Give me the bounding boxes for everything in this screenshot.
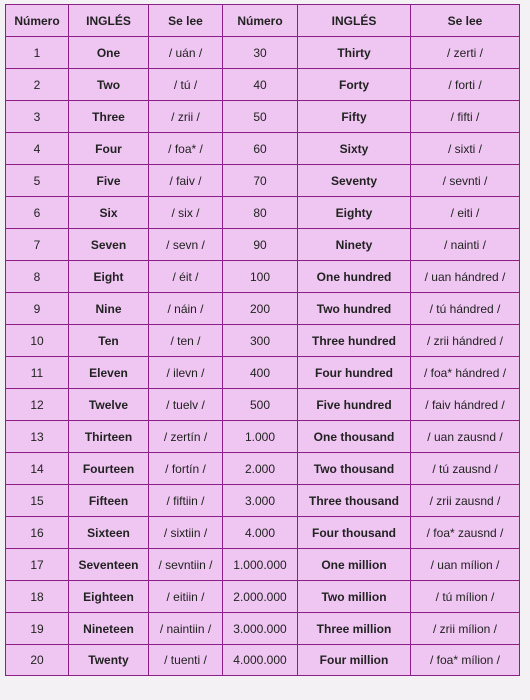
pronunciation-cell: / uan mílion / — [411, 549, 520, 581]
number-cell: 200 — [223, 293, 298, 325]
number-cell: 10 — [6, 325, 69, 357]
english-cell: Eighty — [298, 197, 411, 229]
header-english: INGLÉS — [69, 5, 149, 37]
pronunciation-cell: / tú mílion / — [411, 581, 520, 613]
table-row — [6, 133, 520, 165]
english-cell: One million — [298, 549, 411, 581]
number-cell: 15 — [6, 485, 69, 517]
table-row — [6, 69, 520, 101]
numbers-table — [5, 4, 520, 676]
header-pronunciation: Se lee — [149, 5, 223, 37]
pronunciation-cell: / éit / — [149, 261, 223, 293]
table-row — [6, 197, 520, 229]
english-cell: Two — [69, 69, 149, 101]
table-row — [6, 261, 520, 293]
number-cell: 2.000 — [223, 453, 298, 485]
table-row — [6, 165, 520, 197]
number-cell: 90 — [223, 229, 298, 261]
english-cell: Six — [69, 197, 149, 229]
number-cell: 4.000.000 — [223, 645, 298, 676]
number-cell: 400 — [223, 357, 298, 389]
table-row — [6, 101, 520, 133]
english-cell: One hundred — [298, 261, 411, 293]
pronunciation-cell: / foa* hándred / — [411, 357, 520, 389]
english-cell: Nine — [69, 293, 149, 325]
english-cell: Four — [69, 133, 149, 165]
number-cell: 40 — [223, 69, 298, 101]
number-cell: 70 — [223, 165, 298, 197]
number-cell: 1.000.000 — [223, 549, 298, 581]
english-cell: Forty — [298, 69, 411, 101]
pronunciation-cell: / six / — [149, 197, 223, 229]
english-cell: Three hundred — [298, 325, 411, 357]
english-cell: Fifteen — [69, 485, 149, 517]
english-cell: Two thousand — [298, 453, 411, 485]
english-cell: Five — [69, 165, 149, 197]
table-row — [6, 293, 520, 325]
number-cell: 3 — [6, 101, 69, 133]
pronunciation-cell: / faiv hándred / — [411, 389, 520, 421]
english-cell: Fifty — [298, 101, 411, 133]
table-row — [6, 229, 520, 261]
number-cell: 80 — [223, 197, 298, 229]
pronunciation-cell: / nainti / — [411, 229, 520, 261]
pronunciation-cell: / forti / — [411, 69, 520, 101]
number-cell: 14 — [6, 453, 69, 485]
pronunciation-cell: / sixtiin / — [149, 517, 223, 549]
english-cell: Two million — [298, 581, 411, 613]
english-cell: Eight — [69, 261, 149, 293]
header-row — [6, 5, 520, 37]
english-cell: One thousand — [298, 421, 411, 453]
header-number: Número — [6, 5, 69, 37]
table-row — [6, 37, 520, 69]
number-cell: 3.000 — [223, 485, 298, 517]
english-cell: Nineteen — [69, 613, 149, 645]
table-row — [6, 325, 520, 357]
pronunciation-cell: / sevntiin / — [149, 549, 223, 581]
pronunciation-cell: / fortín / — [149, 453, 223, 485]
number-cell: 2.000.000 — [223, 581, 298, 613]
pronunciation-cell: / sixti / — [411, 133, 520, 165]
pronunciation-cell: / tuenti / — [149, 645, 223, 676]
number-cell: 20 — [6, 645, 69, 676]
english-cell: Three million — [298, 613, 411, 645]
number-cell: 18 — [6, 581, 69, 613]
number-cell: 8 — [6, 261, 69, 293]
pronunciation-cell: / uan zausnd / — [411, 421, 520, 453]
table-row — [6, 453, 520, 485]
header-number: Número — [223, 5, 298, 37]
table-row — [6, 421, 520, 453]
number-cell: 16 — [6, 517, 69, 549]
english-cell: Seven — [69, 229, 149, 261]
english-cell: Seventeen — [69, 549, 149, 581]
number-cell: 30 — [223, 37, 298, 69]
table-row — [6, 613, 520, 645]
number-cell: 17 — [6, 549, 69, 581]
pronunciation-cell: / eiti / — [411, 197, 520, 229]
english-cell: Two hundred — [298, 293, 411, 325]
english-cell: Fourteen — [69, 453, 149, 485]
pronunciation-cell: / tuelv / — [149, 389, 223, 421]
pronunciation-cell: / zrii mílion / — [411, 613, 520, 645]
english-cell: Three thousand — [298, 485, 411, 517]
number-cell: 9 — [6, 293, 69, 325]
number-cell: 7 — [6, 229, 69, 261]
english-cell: Three — [69, 101, 149, 133]
number-cell: 11 — [6, 357, 69, 389]
english-cell: Five hundred — [298, 389, 411, 421]
number-cell: 300 — [223, 325, 298, 357]
english-cell: Ten — [69, 325, 149, 357]
table-row — [6, 485, 520, 517]
pronunciation-cell: / sevnti / — [411, 165, 520, 197]
english-cell: Thirty — [298, 37, 411, 69]
pronunciation-cell: / foa* / — [149, 133, 223, 165]
english-cell: Seventy — [298, 165, 411, 197]
english-cell: Sixteen — [69, 517, 149, 549]
number-cell: 12 — [6, 389, 69, 421]
table-row — [6, 549, 520, 581]
pronunciation-cell: / uán / — [149, 37, 223, 69]
pronunciation-cell: / zertín / — [149, 421, 223, 453]
pronunciation-cell: / zrii hándred / — [411, 325, 520, 357]
pronunciation-cell: / tú zausnd / — [411, 453, 520, 485]
number-cell: 1.000 — [223, 421, 298, 453]
number-cell: 100 — [223, 261, 298, 293]
pronunciation-cell: / foa* mílion / — [411, 645, 520, 676]
number-cell: 19 — [6, 613, 69, 645]
number-cell: 5 — [6, 165, 69, 197]
number-cell: 6 — [6, 197, 69, 229]
number-cell: 4.000 — [223, 517, 298, 549]
pronunciation-cell: / foa* zausnd / — [411, 517, 520, 549]
number-cell: 3.000.000 — [223, 613, 298, 645]
number-cell: 4 — [6, 133, 69, 165]
english-cell: Eighteen — [69, 581, 149, 613]
pronunciation-cell: / fiftiin / — [149, 485, 223, 517]
pronunciation-cell: / zerti / — [411, 37, 520, 69]
pronunciation-cell: / ten / — [149, 325, 223, 357]
table-row — [6, 517, 520, 549]
pronunciation-cell: / tú / — [149, 69, 223, 101]
english-cell: Eleven — [69, 357, 149, 389]
pronunciation-cell: / náin / — [149, 293, 223, 325]
pronunciation-cell: / faiv / — [149, 165, 223, 197]
pronunciation-cell: / zrii / — [149, 101, 223, 133]
table-row — [6, 389, 520, 421]
table-row — [6, 357, 520, 389]
pronunciation-cell: / sevn / — [149, 229, 223, 261]
pronunciation-cell: / eitiin / — [149, 581, 223, 613]
pronunciation-cell: / uan hándred / — [411, 261, 520, 293]
english-cell: Twenty — [69, 645, 149, 676]
english-cell: Sixty — [298, 133, 411, 165]
table-row — [6, 645, 520, 676]
english-cell: One — [69, 37, 149, 69]
number-cell: 13 — [6, 421, 69, 453]
header-pronunciation: Se lee — [411, 5, 520, 37]
pronunciation-cell: / naintiin / — [149, 613, 223, 645]
english-cell: Twelve — [69, 389, 149, 421]
english-cell: Four thousand — [298, 517, 411, 549]
english-cell: Four hundred — [298, 357, 411, 389]
number-cell: 2 — [6, 69, 69, 101]
pronunciation-cell: / ilevn / — [149, 357, 223, 389]
english-cell: Four million — [298, 645, 411, 676]
number-cell: 1 — [6, 37, 69, 69]
header-english: INGLÉS — [298, 5, 411, 37]
pronunciation-cell: / tú hándred / — [411, 293, 520, 325]
english-cell: Ninety — [298, 229, 411, 261]
number-cell: 60 — [223, 133, 298, 165]
number-cell: 50 — [223, 101, 298, 133]
pronunciation-cell: / zrii zausnd / — [411, 485, 520, 517]
table-body — [6, 37, 520, 676]
numbers-table-container — [5, 4, 519, 676]
number-cell: 500 — [223, 389, 298, 421]
english-cell: Thirteen — [69, 421, 149, 453]
table-row — [6, 581, 520, 613]
pronunciation-cell: / fifti / — [411, 101, 520, 133]
